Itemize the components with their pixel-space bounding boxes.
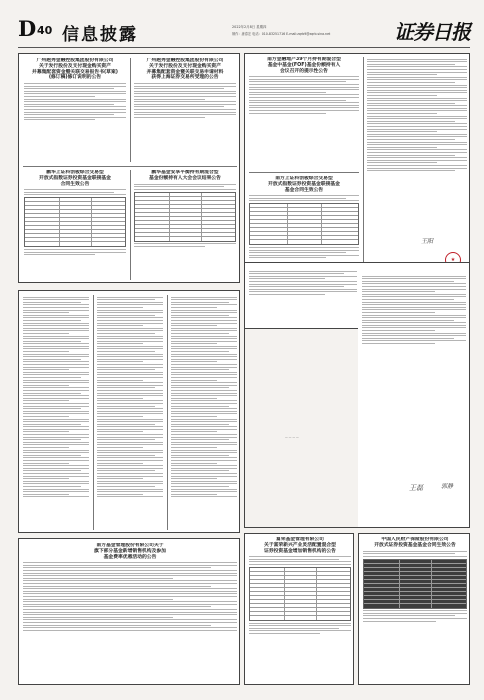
announcement-title: 鹏华基金安享平衡持有期混合型 基金份额持有人大会会议结果公告 <box>149 170 221 181</box>
announcement-title: 南方基金管理股份有限公司关于 旗下部分基金新增销售机构及参加 基金费率优惠活动的公告 <box>94 543 166 560</box>
announcement-a7-col2 <box>97 295 163 530</box>
panel-bottom-center <box>244 533 354 685</box>
announcement-body <box>249 556 351 634</box>
fund-table <box>24 197 126 247</box>
announcement-a7-continued <box>23 543 237 682</box>
announcement-a2 <box>134 58 236 162</box>
announcement-body <box>134 184 236 247</box>
panel-top-left <box>18 53 240 283</box>
announcement-body <box>134 83 236 118</box>
announcement-title: 富荣基金管理有限公司 关于富荣新兴产业灵活配置混合型 证券投资基金增加销售机构的公告 <box>264 537 336 554</box>
announcement-body <box>363 551 467 622</box>
announcement-a9 <box>363 537 467 683</box>
announcement-a8-left <box>249 269 357 389</box>
announcement-a8 <box>249 537 351 683</box>
panel-middle-right-lower <box>244 262 470 528</box>
editor-line: 制作：唐春宏 电话：010-83251716 E-mail:zqrb9@zqrb.sina.net <box>232 32 331 36</box>
section-number: 40 <box>37 24 53 37</box>
handwriting-left: 王磊 <box>409 484 423 492</box>
announcement-a5 <box>24 170 126 280</box>
panel-lower-left <box>18 290 240 533</box>
announcement-body <box>249 195 359 258</box>
masthead <box>18 14 470 48</box>
announcement-title: 广州越秀金融控股集团股份有限公司 关于发行股份及支付现金购买资产 并募集配套资金暨关联交易申请材料 获得上海证券交易所受理的公告 <box>146 58 224 81</box>
sales-agency-table <box>249 567 351 621</box>
meeting-result-table <box>134 192 236 242</box>
contract-table <box>249 203 359 245</box>
announcement-a6 <box>134 170 236 280</box>
announcement-a3 <box>249 57 359 169</box>
announcement-title: 中国人民财产保险股份有限公司 开放式证券投资基金基金合同生效公告 <box>374 537 456 548</box>
announcement-a7 <box>23 295 89 530</box>
announcement-a1 <box>24 58 126 162</box>
announcement-body <box>249 76 359 113</box>
panel-bottom-right <box>358 533 470 685</box>
announcement-title: 南方金融地产39个月持有期混合型 基金中基金(FOF)基金份额持有人 会议召开的提示性公告 <box>267 57 341 74</box>
announcement-a3-continued <box>367 57 467 263</box>
panel-bottom-left <box>18 538 240 685</box>
announcement-title: 南方上证科创板综合交易型 开放式指数证券投资基金联接基金 基金合同生效公告 <box>268 176 340 193</box>
section-title: 信息披露 <box>62 25 138 45</box>
masthead-rule <box>18 47 470 48</box>
announcement-a7-col3 <box>171 295 237 530</box>
chairman-signature: 王阳 <box>421 238 434 245</box>
announcement-body <box>24 83 126 120</box>
announcement-title: 广州越秀金融控股集团股份有限公司 关于发行股份及支付现金购买资产 并募集配套资金暨关联交易报告书(草案) (修订稿)修订说明的公告 <box>32 58 118 81</box>
contract-summary-table <box>363 559 467 609</box>
doc-date-note: — — — — <box>285 435 299 439</box>
announcement-title: 鹏华上证科创板综合交易型 开放式指数证券投资基金联接基金 合同生效公告 <box>39 170 111 187</box>
issue-date: 2022年2月8日 星期四 <box>232 25 267 29</box>
announcement-body <box>23 562 237 630</box>
section-letter: D <box>18 16 37 41</box>
handwriting-right: 郭静 <box>441 483 454 490</box>
paper-logo: 证券日报 <box>394 20 470 44</box>
announcement-body <box>24 189 126 255</box>
